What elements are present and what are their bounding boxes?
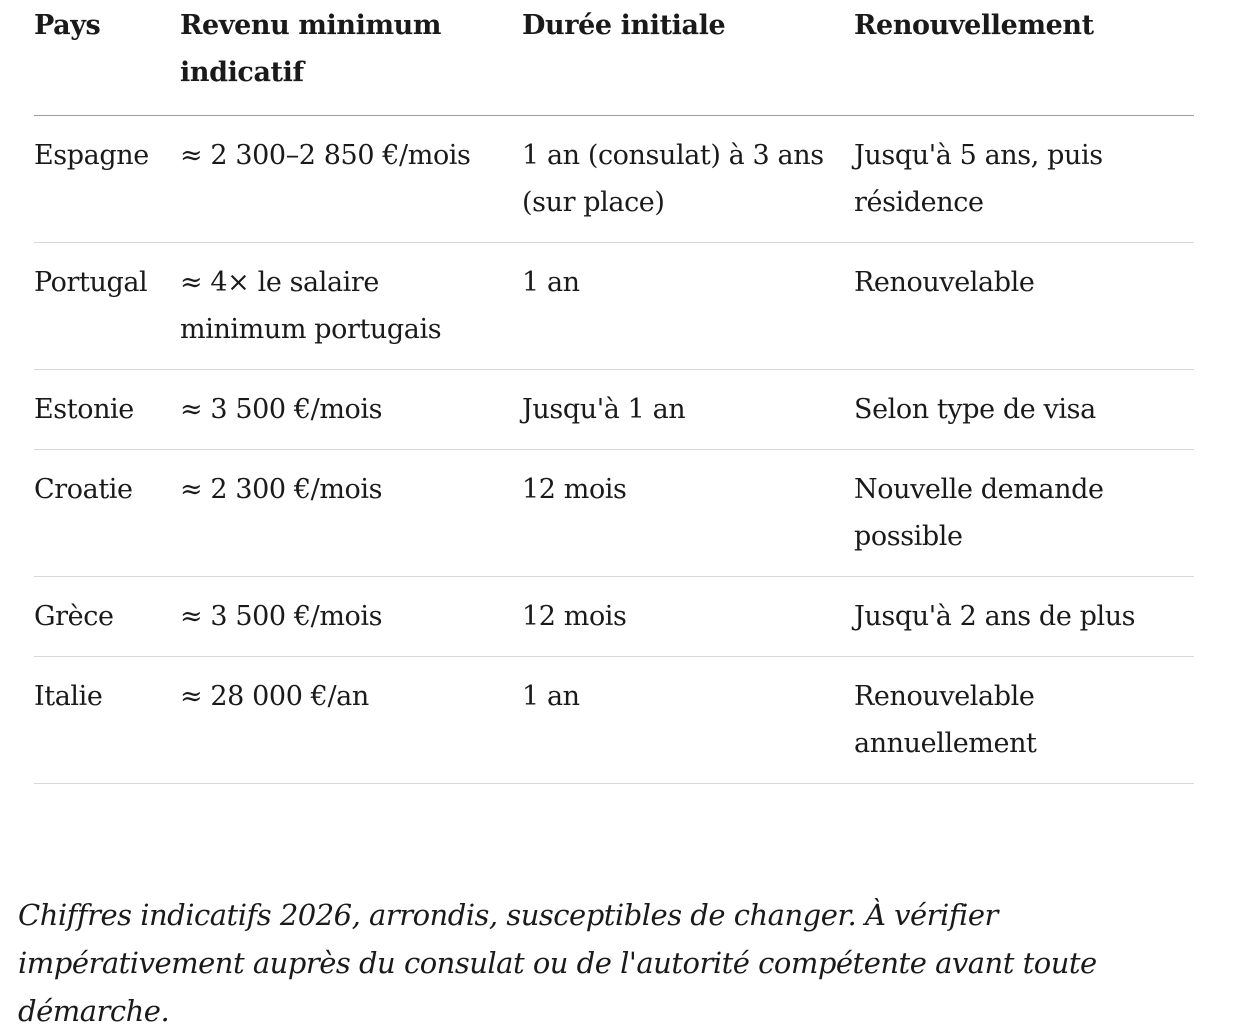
cell-renewal: Jusqu'à 5 ans, puis résidence	[854, 116, 1194, 243]
cell-min-income: ≈ 4× le salaire minimum portugais	[180, 243, 522, 370]
cell-renewal: Renouvelable	[854, 243, 1194, 370]
table-row	[34, 243, 1194, 370]
cell-renewal: Nouvelle demande possible	[854, 450, 1194, 577]
table-body	[34, 116, 1194, 784]
header-renewal: Renouvellement	[854, 0, 1194, 116]
cell-renewal: Selon type de visa	[854, 370, 1194, 450]
cell-min-income: ≈ 3 500 €/mois	[180, 370, 522, 450]
cell-country: Grèce	[34, 577, 180, 657]
header-row	[34, 0, 1194, 116]
disclaimer-note: Chiffres indicatifs 2026, arrondis, susceptibles de changer. À vérifier impérativement auprès du consulat ou de l'autorité compétente avant toute démarche.	[18, 898, 1097, 1028]
cell-country: Croatie	[34, 450, 180, 577]
cell-initial-duration: 1 an	[522, 243, 854, 370]
table-row	[34, 370, 1194, 450]
header-min-income: Revenu minimum indicatif	[180, 0, 522, 116]
cell-country: Portugal	[34, 243, 180, 370]
cell-initial-duration: Jusqu'à 1 an	[522, 370, 854, 450]
cell-country: Italie	[34, 657, 180, 784]
table-row	[34, 450, 1194, 577]
header-country: Pays	[34, 0, 180, 116]
cell-min-income: ≈ 28 000 €/an	[180, 657, 522, 784]
cell-initial-duration: 1 an	[522, 657, 854, 784]
header-initial-duration: Durée initiale	[522, 0, 854, 116]
cell-renewal: Jusqu'à 2 ans de plus	[854, 577, 1194, 657]
cell-initial-duration: 12 mois	[522, 450, 854, 577]
cell-renewal: Renouvelable annuellement	[854, 657, 1194, 784]
cell-country: Estonie	[34, 370, 180, 450]
table-header	[34, 0, 1194, 116]
table-row	[34, 657, 1194, 784]
visa-comparison-table-container	[34, 0, 1194, 784]
cell-initial-duration: 12 mois	[522, 577, 854, 657]
cell-min-income: ≈ 2 300 €/mois	[180, 450, 522, 577]
table-row	[34, 577, 1194, 657]
cell-country: Espagne	[34, 116, 180, 243]
table-row	[34, 116, 1194, 243]
cell-initial-duration: 1 an (consulat) à 3 ans (sur place)	[522, 116, 854, 243]
cell-min-income: ≈ 2 300–2 850 €/mois	[180, 116, 522, 243]
cell-min-income: ≈ 3 500 €/mois	[180, 577, 522, 657]
visa-comparison-table	[34, 0, 1194, 784]
